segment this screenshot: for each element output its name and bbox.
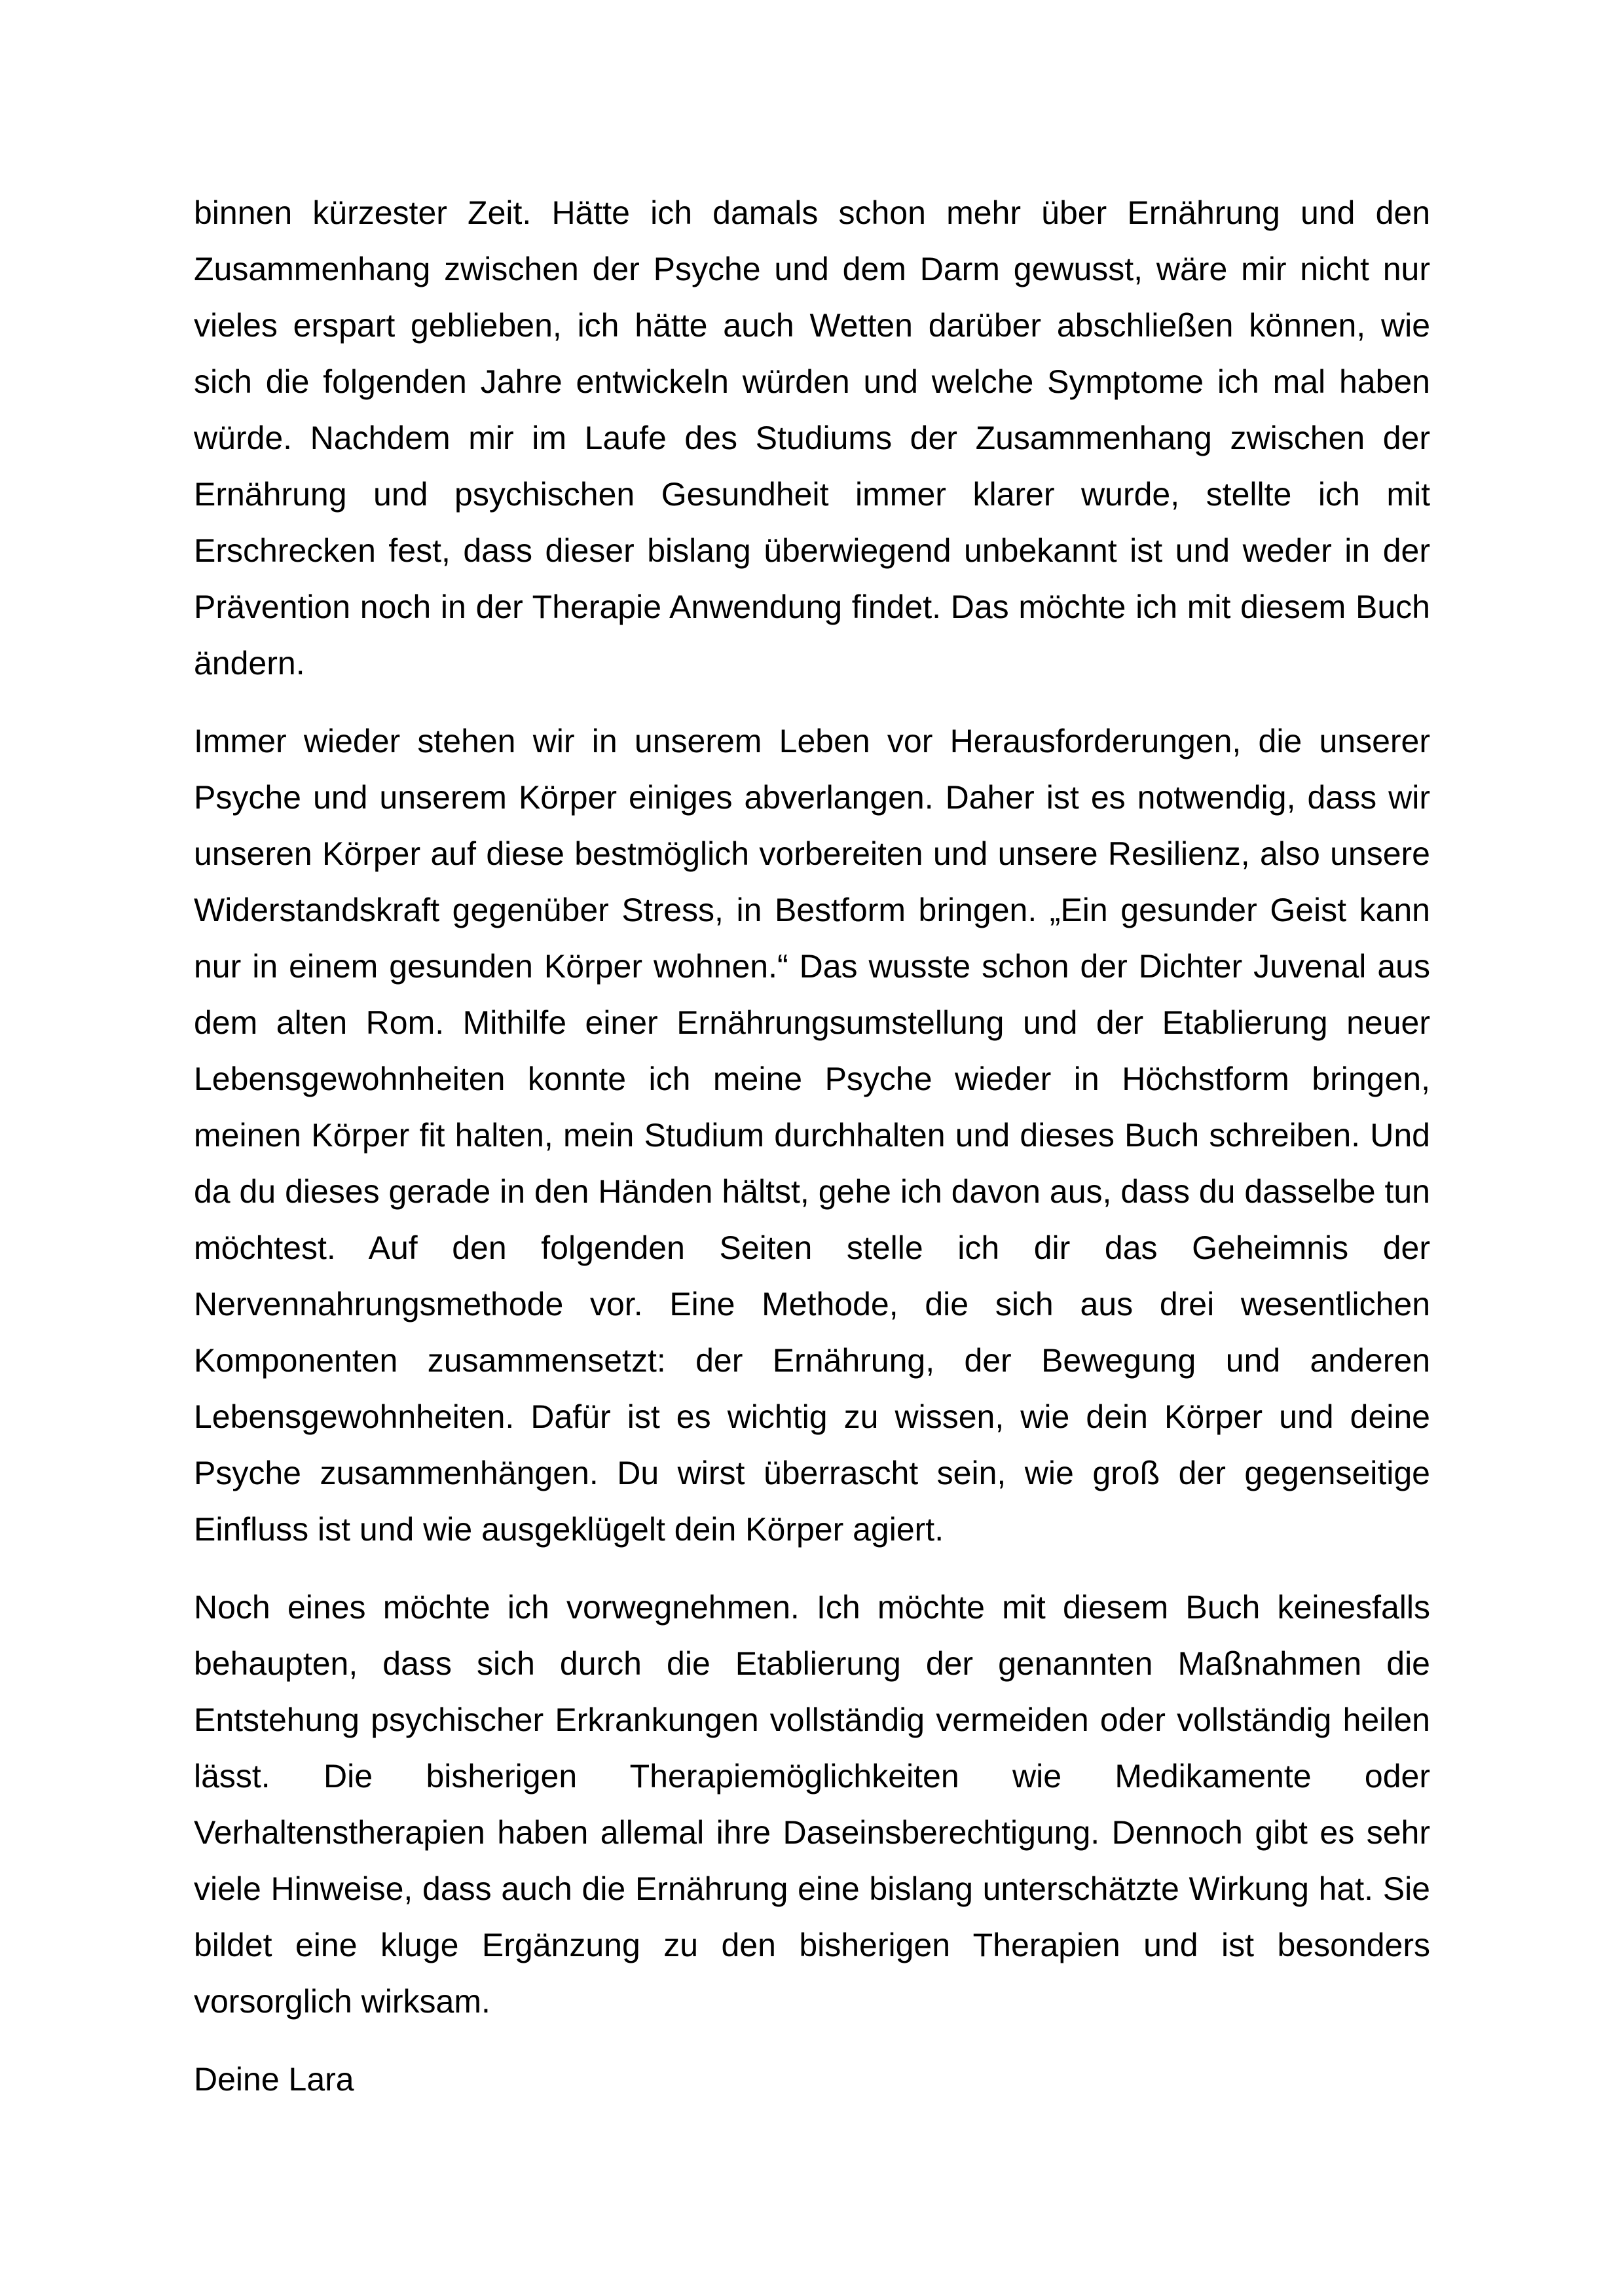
paragraph-1: binnen kürzester Zeit. Hätte ich damals schon mehr über Ernährung und den Zusammenhang zwischen der Psyche und dem Darm gewusst, wäre mir nicht nur vieles erspart geblieben, ich hätte auch Wetten darüber abschließen können, wie sich die folgenden Jahre entwickeln würden und welche Symptome ich mal haben würde. Nachdem mir im Laufe des Studiums der Zusammenhang zwischen der Ernährung und psychischen Gesundheit immer klarer wurde, stellte ich mit Erschrecken fest, dass dieser bislang überwiegend unbekannt ist und weder in der Prävention noch in der Therapie Anwendung findet. Das möchte ich mit diesem Buch ändern. [194,194,1430,682]
paragraph-3: Noch eines möchte ich vorwegnehmen. Ich möchte mit diesem Buch keinesfalls behaupten, dass sich durch die Etablierung der genannten Maßnahmen die Entstehung psychischer Erkrankungen vollständig vermeiden oder vollständig heilen lässt. Die bisherigen Therapiemöglichkeiten wie Medikamente oder Verhaltenstherapien haben allemal ihre Daseinsberechtigung. Dennoch gibt es sehr viele Hinweise, dass auch die Ernährung eine bislang unterschätzte Wirkung hat. Sie bildet eine kluge Ergänzung zu den bisherigen Therapien und ist besonders vorsorglich wirksam. [194,1589,1430,2020]
paragraph-2: Immer wieder stehen wir in unserem Leben vor Herausforderungen, die unserer Psyche und unserem Körper einiges abverlangen. Daher ist es notwendig, dass wir unseren Körper auf diese bestmöglich vorbereiten und unsere Resilienz, also unsere Widerstandskraft gegenüber Stress, in Bestform bringen. „Ein gesunder Geist kann nur in einem gesunden Körper wohnen.“ Das wusste schon der Dichter Juvenal aus dem alten Rom. Mithilfe einer Ernährungsumstellung und der Etablierung neuer Lebensgewohnheiten konnte ich meine Psyche wieder in Höchstform bringen, meinen Körper fit halten, mein Studium durchhalten und dieses Buch schreiben. Und da du dieses gerade in den Händen hältst, gehe ich davon aus, dass du dasselbe tun möchtest. Auf den folgenden Seiten stelle ich dir das Geheimnis der Nervennahrungsmethode vor. Eine Methode, die sich aus drei wesentlichen Komponenten zusammensetzt: der Ernährung, der Bewegung und anderen Lebensgewohnheiten. Dafür ist es wichtig zu wissen, wie dein Körper und deine Psyche zusammenhängen. Du wirst überrascht sein, wie groß der gegenseitige Einfluss ist und wie ausgeklügelt dein Körper agiert. [194,723,1430,1548]
body-text [194,185,1430,2107]
signature: Deine Lara [194,2061,354,2098]
